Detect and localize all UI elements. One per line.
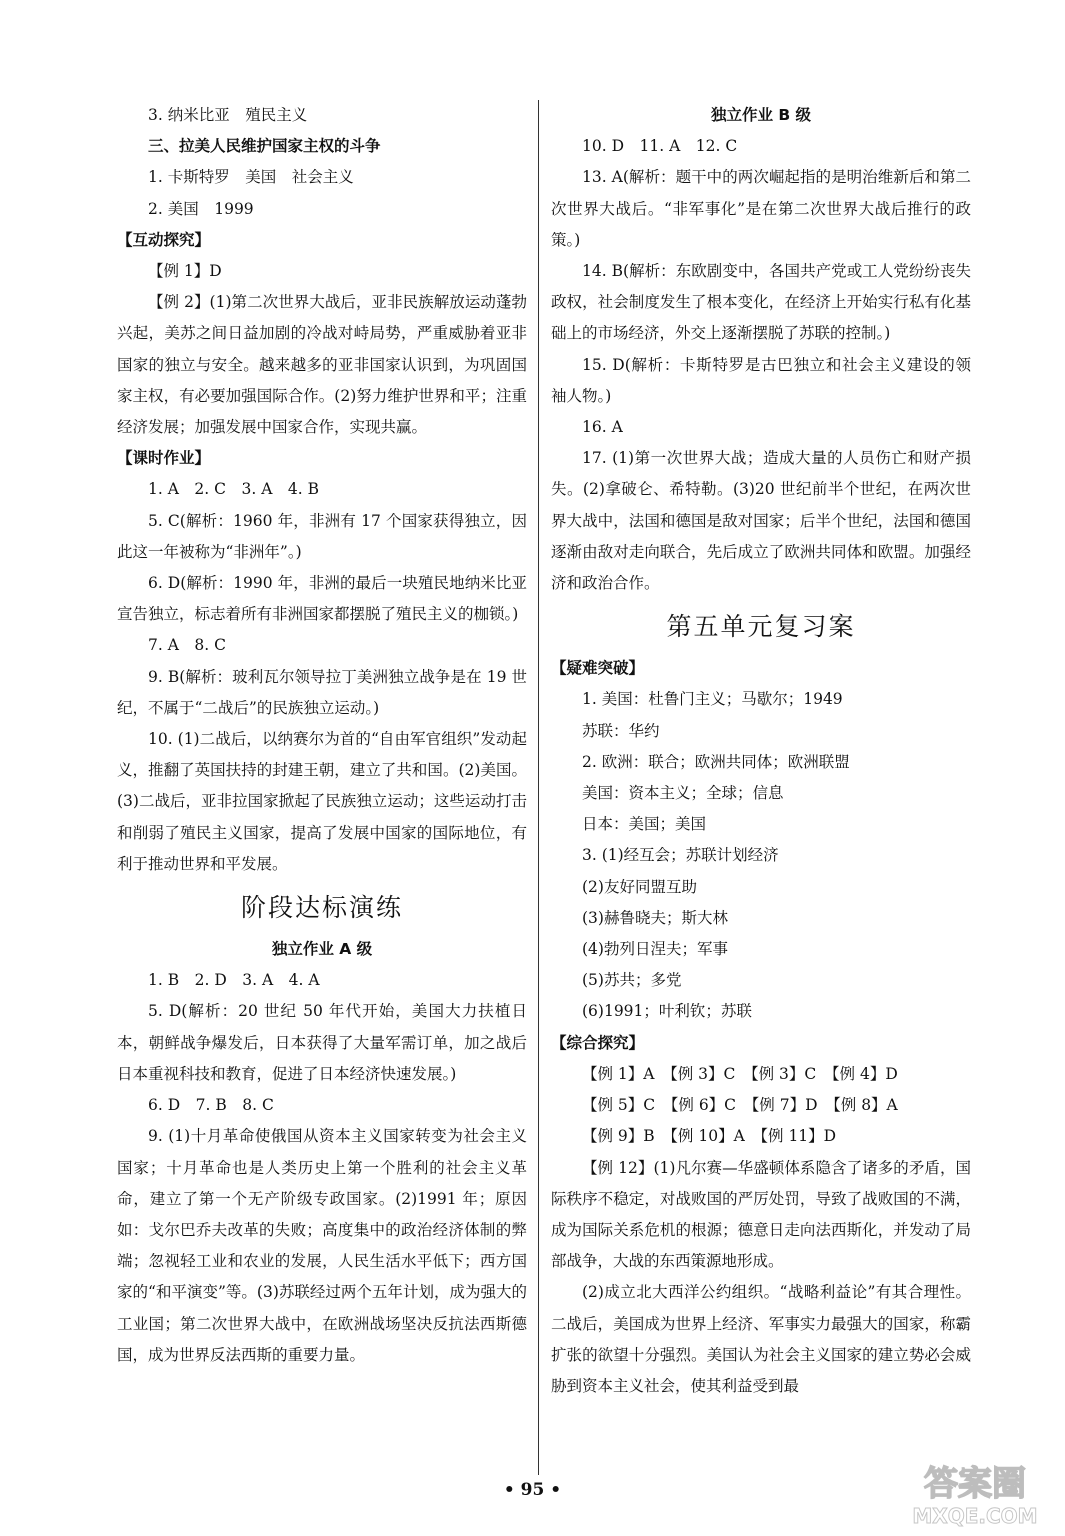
column-divider (538, 100, 539, 1475)
answer-paragraph: (2)成立北大西洋公约组织。“战略利益论”有其合理性。二战后，美国成为世界上经济、军事实力最强大的国家，称霸扩张的欲望十分强烈。美国认为社会主义国家的建立势必会威胁到资本主义社会，使其利益受到最 (551, 1283, 971, 1395)
answer-paragraph: 6. D(解析：1990 年，非洲的最后一块殖民地纳米比亚宣告独立，标志着所有非洲国家都摆脱了殖民主义的枷锁。) (117, 574, 527, 624)
watermark-text: 答案圈 (924, 1464, 1026, 1504)
section-heading: 【疑难突破】 (551, 659, 645, 678)
answer-line: 【例 9】B 【例 10】A 【例 11】D (582, 1127, 837, 1146)
answer-line: 苏联：华约 (582, 721, 660, 740)
answer-paragraph: 【例 12】(1)凡尔赛—华盛顿体系隐含了诸多的矛盾，国际秩序不稳定，对战败国的严厉处罚，导致了战败国的不满，成为国际关系危机的根源；德意日走向法西斯化，并发动了局部战争，大战的东西策源地形成。 (551, 1158, 971, 1271)
answer-paragraph: 14. B(解析：东欧剧变中，各国共产党或工人党纷纷丧失政权，社会制度发生了根本变化，在经济上开始实行私有化基础上的市场经济，外交上逐渐摆脱了苏联的控制。) (551, 262, 971, 343)
answer-line: 16. A (582, 418, 623, 437)
answer-line: 【例 1】A 【例 3】C 【例 3】C 【例 4】D (582, 1064, 898, 1083)
answer-line: 1. B 2. D 3. A 4. A (148, 971, 320, 990)
answer-paragraph: 13. A(解析：题干中的两次崛起指的是明治维新后和第二次世界大战后。“非军事化”是在第二次世界大战后推行的政策。) (551, 168, 971, 249)
answer-line: 10. D 11. A 12. C (582, 137, 738, 156)
section-heading: 【互动探究】 (117, 230, 211, 249)
section-heading: 【综合探究】 (551, 1033, 645, 1052)
answer-line: 日本：美国；美国 (582, 815, 707, 834)
answer-paragraph: 5. C(解析：1960 年，非洲有 17 个国家获得独立，因此这一年被称为“非洲年”。) (117, 511, 527, 561)
answer-line: 【例 5】C 【例 6】C 【例 7】D 【例 8】A (582, 1096, 898, 1115)
answer-line: (3)赫鲁晓夫；斯大林 (582, 908, 728, 927)
right-column (551, 100, 971, 1402)
answer-paragraph: 【例 2】(1)第二次世界大战后，亚非民族解放运动蓬勃兴起，美苏之间日益加剧的冷战对峙局势，严重威胁着亚非国家的独立与安全。越来越多的亚非国家认识到，为巩固国家主权，有必要加强国际合作。(2)努力维护世界和平；注重经济发展；加强发展中国家合作，实现共赢。 (117, 293, 527, 437)
answer-line: (4)勃列日涅夫；军事 (582, 940, 728, 959)
answer-line: (2)友好同盟互助 (582, 877, 697, 896)
sub-title: 独立作业 A 级 (271, 940, 373, 959)
answer-line: 2. 美国 1999 (148, 199, 254, 218)
answer-line: (6)1991；叶利钦；苏联 (582, 1002, 752, 1021)
answer-line: 3. 纳米比亚 殖民主义 (148, 106, 308, 124)
answer-line: 2. 欧洲：联合；欧洲共同体；欧洲联盟 (582, 752, 850, 771)
answer-line: 1. 卡斯特罗 美国 社会主义 (148, 168, 354, 187)
answer-paragraph: 15. D(解析：卡斯特罗是古巴独立和社会主义建设的领袖人物。) (551, 355, 971, 405)
answer-paragraph: 17. (1)第一次世界大战；造成大量的人员伤亡和财产损失。(2)拿破仑、希特勒。(3)20 世纪前半个世纪，在两次世界大战中，法国和德国是敌对国家；后半个世纪，法国和德国逐渐由敌对走向联合，先后成立了欧洲共同体和欧盟。加强经济和政治合作。 (551, 449, 971, 593)
section-heading: 【课时作业】 (117, 449, 211, 468)
answer-line: 6. D 7. B 8. C (148, 1096, 274, 1115)
watermark-url: MXQE.COM (912, 1504, 1038, 1528)
answer-line: 3. (1)经互会；苏联计划经济 (582, 846, 779, 865)
answer-paragraph: 9. (1)十月革命使俄国从资本主义国家转变为社会主义国家；十月革命也是人类历史上第一个胜利的社会主义革命，建立了第一个无产阶级专政国家。(2)1991 年；原因如：戈尔巴乔夫改革的失败；高度集中的政治经济体制的弊端；忽视轻工业和农业的发展，人民生活水平低下；西方国家的“和平演变”等。(3)苏联经过两个五年计划，成为强大的工业国；第二次世界大战中，在欧洲战场坚决反抗法西斯德国，成为世界反法西斯的重要力量。 (117, 1127, 527, 1364)
answer-line: 美国：资本主义；全球；信息 (582, 784, 784, 803)
answer-paragraph: 9. B(解析：玻利瓦尔领导拉丁美洲独立战争是在 19 世纪，不属于“二战后”的民族独立运动。) (117, 667, 527, 717)
answer-paragraph: 10. (1)二战后，以纳赛尔为首的“自由军官组织”发动起义，推翻了英国扶持的封建王朝，建立了共和国。(2)美国。(3)二战后，亚非拉国家掀起了民族独立运动；这些运动打击和削弱了殖民主义国家，提高了发展中国家的国际地位，有利于推动世界和平发展。 (117, 730, 527, 873)
watermark-logo-icon (895, 1455, 1055, 1530)
answer-line: 7. A 8. C (148, 636, 226, 655)
section-title: 阶段达标演练 (240, 893, 403, 923)
answer-line: (5)苏共；多党 (582, 971, 682, 990)
page-number: • 95 • (503, 1480, 562, 1500)
section-title: 第五单元复习案 (666, 612, 856, 642)
answer-line: 1. 美国：杜鲁门主义；马歇尔；1949 (582, 690, 843, 709)
answer-paragraph: 5. D(解析：20 世纪 50 年代开始，美国大力扶植日本，朝鲜战争爆发后，日本获得了大量军需订单，加之战后日本重视科技和教育，促进了日本经济快速发展。) (117, 1002, 527, 1083)
answer-line: 【例 1】D (148, 262, 222, 281)
answer-line: 1. A 2. C 3. A 4. B (148, 480, 319, 499)
left-column (117, 100, 527, 1371)
section-heading: 三、拉美人民维护国家主权的斗争 (148, 137, 381, 156)
sub-title: 独立作业 B 级 (710, 106, 812, 124)
